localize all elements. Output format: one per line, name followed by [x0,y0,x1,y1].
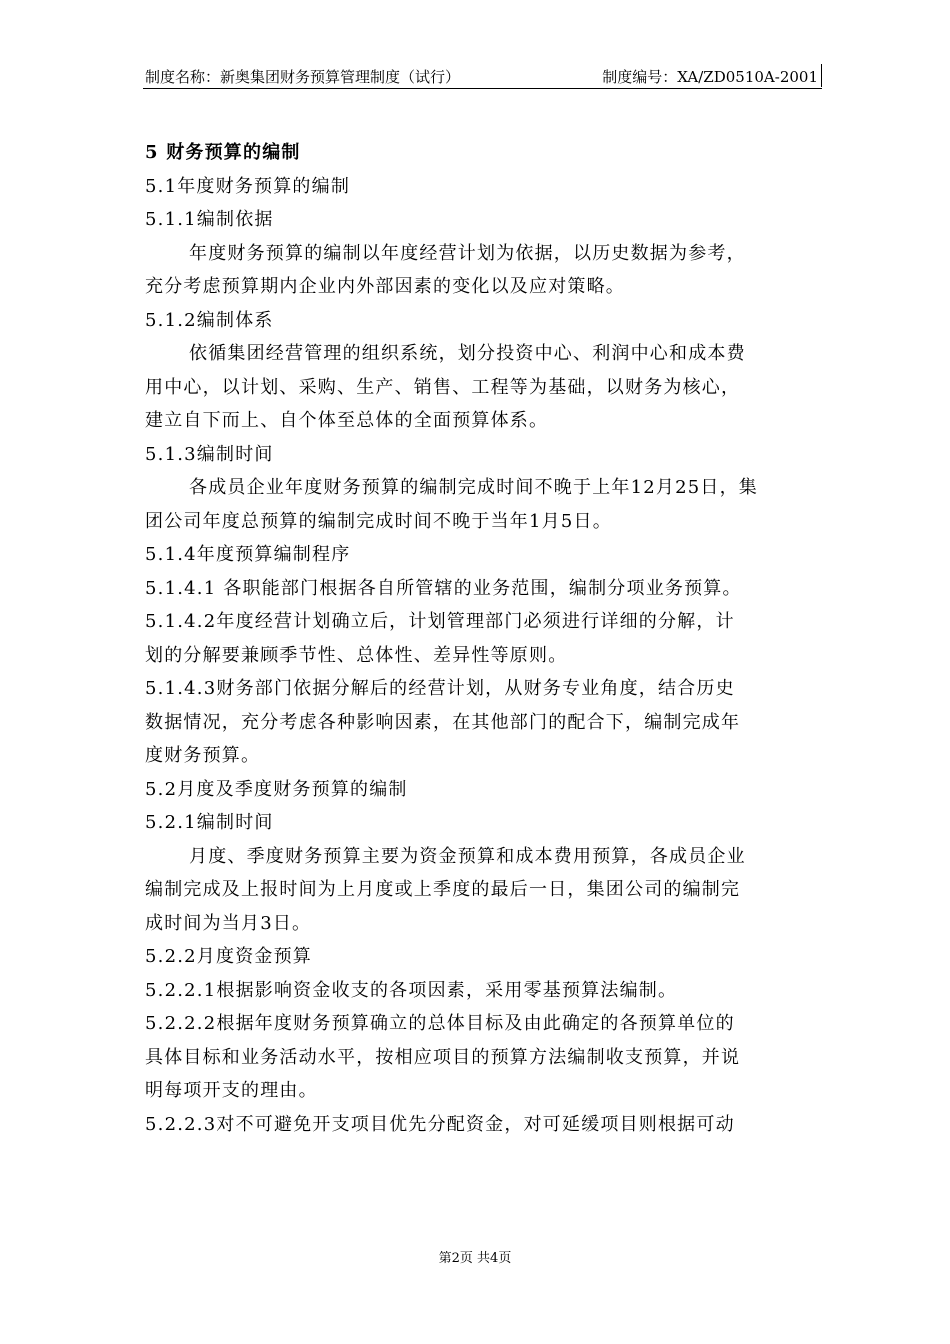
subsection-heading: 5.2.2月度资金预算 [145,946,312,967]
paragraph-line: 明每项开支的理由。 [145,1080,318,1101]
paragraph-line: 5.1.4.3财务部门依据分解后的经营计划，从财务专业角度，结合历史 [145,678,735,699]
paragraph-line: 团公司年度总预算的编制完成时间不晚于当年1月5日。 [145,510,612,532]
paragraph-line: 度财务预算。 [145,745,261,766]
page-footer: 第2页 共4页 [438,1251,512,1266]
paragraph-line: 各成员企业年度财务预算的编制完成时间不晚于上年12月25日，集 [189,477,759,498]
subsection-heading: 5.1年度财务预算的编制 [145,175,351,197]
header-divider [821,64,822,87]
paragraph-line: 5.2.2.2根据年度财务预算确立的总体目标及由此确定的各预算单位的 [145,1013,735,1034]
regulation-code: 制度编号：XA/ZD0510A-2001 [602,68,818,86]
subsection-heading: 5.2月度及季度财务预算的编制 [145,778,408,800]
paragraph-line: 具体目标和业务活动水平，按相应项目的预算方法编制收支预算，并说 [145,1046,741,1068]
paragraph-line: 数据情况，充分考虑各种影响因素，在其他部门的配合下，编制完成年 [145,711,741,733]
document-body [145,136,845,1141]
paragraph-line: 5.1.4.1 各职能部门根据各自所管辖的业务范围，编制分项业务预算。 [145,577,742,599]
paragraph-line: 编制完成及上报时间为上月度或上季度的最后一日，集团公司的编制完 [145,879,741,900]
regulation-title: 制度名称：新奥集团财务预算管理制度（试行） [145,68,461,86]
subsection-heading: 5.1.1编制依据 [145,209,274,230]
paragraph-line: 5.2.2.3对不可避免开支项目优先分配资金，对可延缓项目则根据可动 [145,1113,735,1135]
section-heading: 5 财务预算的编制 [145,142,301,163]
subsection-heading: 5.1.4年度预算编制程序 [145,544,351,565]
paragraph-line: 依循集团经营管理的组织系统，划分投资中心、利润中心和成本费 [189,343,746,364]
paragraph-line: 年度财务预算的编制以年度经营计划为依据，以历史数据为参考， [189,242,746,264]
paragraph-line: 用中心，以计划、采购、生产、销售、工程等为基础，以财务为核心， [145,376,741,398]
paragraph-line: 划的分解要兼顾季节性、总体性、差异性等原则。 [145,644,568,666]
paragraph-line: 5.1.4.2年度经营计划确立后，计划管理部门必须进行详细的分解，计 [145,611,735,632]
paragraph-line: 建立自下而上、自个体至总体的全面预算体系。 [145,410,549,431]
paragraph-line: 5.2.2.1根据影响资金收支的各项因素，采用零基预算法编制。 [145,979,678,1001]
paragraph-line: 充分考虑预算期内企业内外部因素的变化以及应对策略。 [145,276,625,297]
paragraph-line: 月度、季度财务预算主要为资金预算和成本费用预算，各成员企业 [189,845,746,867]
paragraph-line: 成时间为当月3日。 [145,912,312,934]
subsection-heading: 5.1.3编制时间 [145,443,274,465]
subsection-heading: 5.1.2编制体系 [145,309,274,331]
subsection-heading: 5.2.1编制时间 [145,812,274,833]
page-header [143,62,822,89]
